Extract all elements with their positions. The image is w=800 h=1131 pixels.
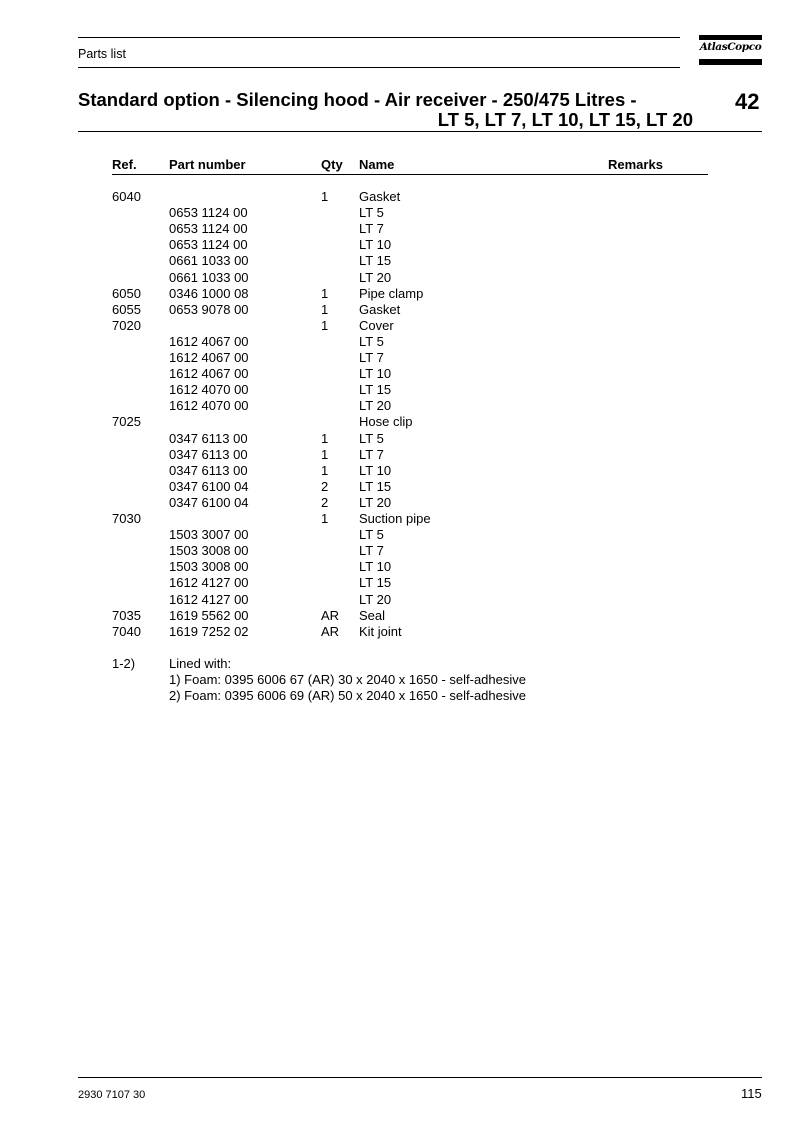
row-name: LT 10: [359, 237, 392, 253]
row-part-number: 1619 5562 00: [169, 607, 249, 623]
row-ref: 6040: [112, 189, 141, 204]
table-row: [0, 205, 800, 221]
table-row: [0, 495, 800, 511]
table-row: [0, 253, 800, 269]
row-qty: 1: [321, 446, 329, 462]
logo-bar-bottom: [699, 59, 762, 65]
row-name: LT 20: [359, 591, 392, 607]
row-qty: 1: [321, 511, 329, 526]
row-name: Gasket: [359, 301, 401, 317]
table-row: [0, 559, 800, 575]
row-part-number: 1503 3008 00: [169, 543, 249, 559]
row-qty: 1: [321, 285, 329, 301]
document-number: 2930 7107 30: [78, 1089, 146, 1101]
table-row: [0, 398, 800, 414]
row-name: LT 15: [359, 253, 392, 269]
row-part-number: 1612 4127 00: [169, 575, 249, 591]
row-qty: AR: [321, 607, 340, 623]
row-part-number: 0346 1000 08: [169, 285, 249, 301]
row-ref: 6055: [112, 301, 141, 317]
table-row: [0, 414, 800, 430]
table-row: [0, 221, 800, 237]
table-row: [0, 447, 800, 463]
row-name: Gasket: [359, 189, 401, 204]
footer-rule: [78, 1077, 762, 1078]
row-name: Pipe clamp: [359, 285, 424, 301]
note-line: 1) Foam: 0395 6006 67 (AR) 30 x 2040 x 1650 - self-adhesive: [169, 672, 526, 687]
table-row: [0, 575, 800, 591]
logo-bar-top: [699, 35, 762, 40]
column-header-name: Name: [359, 157, 395, 172]
row-part-number: 0653 9078 00: [169, 301, 249, 317]
column-header-qty: Qty: [321, 157, 343, 172]
row-part-number: 1612 4067 00: [169, 366, 249, 382]
table-row: [0, 527, 800, 543]
row-name: LT 7: [359, 350, 384, 365]
title-rule: [78, 131, 762, 132]
row-part-number: 1612 4070 00: [169, 398, 249, 414]
row-name: LT 15: [359, 575, 392, 591]
row-qty: 1: [321, 189, 329, 204]
row-qty: 2: [321, 494, 329, 510]
row-qty: 1: [321, 430, 329, 446]
row-name: Suction pipe: [359, 511, 431, 526]
row-part-number: 1612 4070 00: [169, 382, 249, 398]
row-part-number: 0347 6113 00: [169, 446, 248, 462]
row-ref: 6050: [112, 285, 141, 301]
table-row: [0, 608, 800, 624]
table-row: [0, 318, 800, 334]
table-row: [0, 302, 800, 318]
row-name: Kit joint: [359, 623, 402, 639]
table-row: [0, 334, 800, 350]
note-ref: 1-2): [112, 656, 136, 671]
row-part-number: 1612 4127 00: [169, 591, 249, 607]
table-row: [0, 479, 800, 495]
column-header-remarks: Remarks: [608, 157, 663, 172]
row-part-number: 0347 6100 04: [169, 478, 249, 494]
row-name: Cover: [359, 317, 394, 333]
row-qty: 1: [321, 301, 329, 317]
page-title: [78, 90, 693, 130]
table-row: [0, 350, 800, 366]
row-qty: AR: [321, 623, 340, 639]
row-part-number: 1612 4067 00: [169, 350, 249, 365]
row-qty: 2: [321, 478, 329, 494]
table-row: [0, 286, 800, 302]
row-name: LT 10: [359, 462, 392, 478]
row-name: LT 7: [359, 221, 384, 237]
row-part-number: 1612 4067 00: [169, 333, 249, 349]
row-part-number: 1503 3007 00: [169, 527, 249, 543]
row-ref: 7030: [112, 511, 141, 526]
table-row: [0, 189, 800, 205]
column-header-ref: Ref.: [112, 157, 137, 172]
section-number: 42: [735, 89, 760, 114]
note-line: 2) Foam: 0395 6006 69 (AR) 50 x 2040 x 1650 - self-adhesive: [169, 688, 526, 703]
header-rule-top: [78, 37, 680, 38]
row-name: LT 15: [359, 478, 392, 494]
page-title-line-1: Standard option - Silencing hood - Air receiver - 250/475 Litres -: [78, 89, 637, 110]
table-row: [0, 511, 800, 527]
table-row: [0, 543, 800, 559]
row-qty: 1: [321, 317, 329, 333]
row-name: Hose clip: [359, 414, 413, 430]
table-row: [0, 624, 800, 640]
row-name: LT 20: [359, 269, 392, 285]
row-part-number: 1503 3008 00: [169, 559, 249, 575]
row-name: LT 10: [359, 559, 392, 575]
atlas-copco-logo: [699, 35, 762, 67]
table-row: [0, 237, 800, 253]
row-name: LT 20: [359, 398, 392, 414]
row-name: LT 5: [359, 430, 384, 446]
row-name: LT 7: [359, 543, 384, 559]
row-part-number: 0653 1124 00: [169, 237, 248, 253]
row-name: LT 20: [359, 494, 392, 510]
row-name: LT 5: [359, 205, 384, 221]
row-part-number: 0661 1033 00: [169, 269, 249, 285]
row-part-number: 0653 1124 00: [169, 205, 248, 221]
table-header-rule: [112, 174, 708, 175]
row-ref: 7035: [112, 607, 141, 623]
note-intro: Lined with:: [169, 656, 232, 671]
logo-wordmark: AtlasCopco: [699, 41, 762, 53]
row-name: LT 5: [359, 333, 384, 349]
table-row: [0, 431, 800, 447]
row-part-number: 0661 1033 00: [169, 253, 249, 269]
header-rule-bottom: [78, 67, 680, 68]
table-row: [0, 270, 800, 286]
row-name: LT 10: [359, 366, 392, 382]
row-part-number: 1619 7252 02: [169, 623, 249, 639]
page-title-line-2: LT 5, LT 7, LT 10, LT 15, LT 20: [437, 109, 693, 130]
row-ref: 7040: [112, 623, 141, 639]
table-row: [0, 366, 800, 382]
row-part-number: 0653 1124 00: [169, 221, 248, 237]
row-qty: 1: [321, 462, 329, 478]
row-name: LT 5: [359, 527, 384, 543]
row-ref: 7025: [112, 414, 141, 430]
row-name: LT 7: [359, 446, 384, 462]
table-row: [0, 463, 800, 479]
table-row: [0, 592, 800, 608]
row-part-number: 0347 6113 00: [169, 462, 248, 478]
row-name: LT 15: [359, 382, 392, 398]
row-part-number: 0347 6100 04: [169, 494, 249, 510]
column-header-part-number: Part number: [169, 157, 246, 172]
page-number: 115: [741, 1086, 762, 1101]
row-part-number: 0347 6113 00: [169, 430, 248, 446]
row-name: Seal: [359, 607, 386, 623]
table-row: [0, 382, 800, 398]
row-ref: 7020: [112, 317, 141, 333]
header-label: Parts list: [78, 47, 126, 61]
